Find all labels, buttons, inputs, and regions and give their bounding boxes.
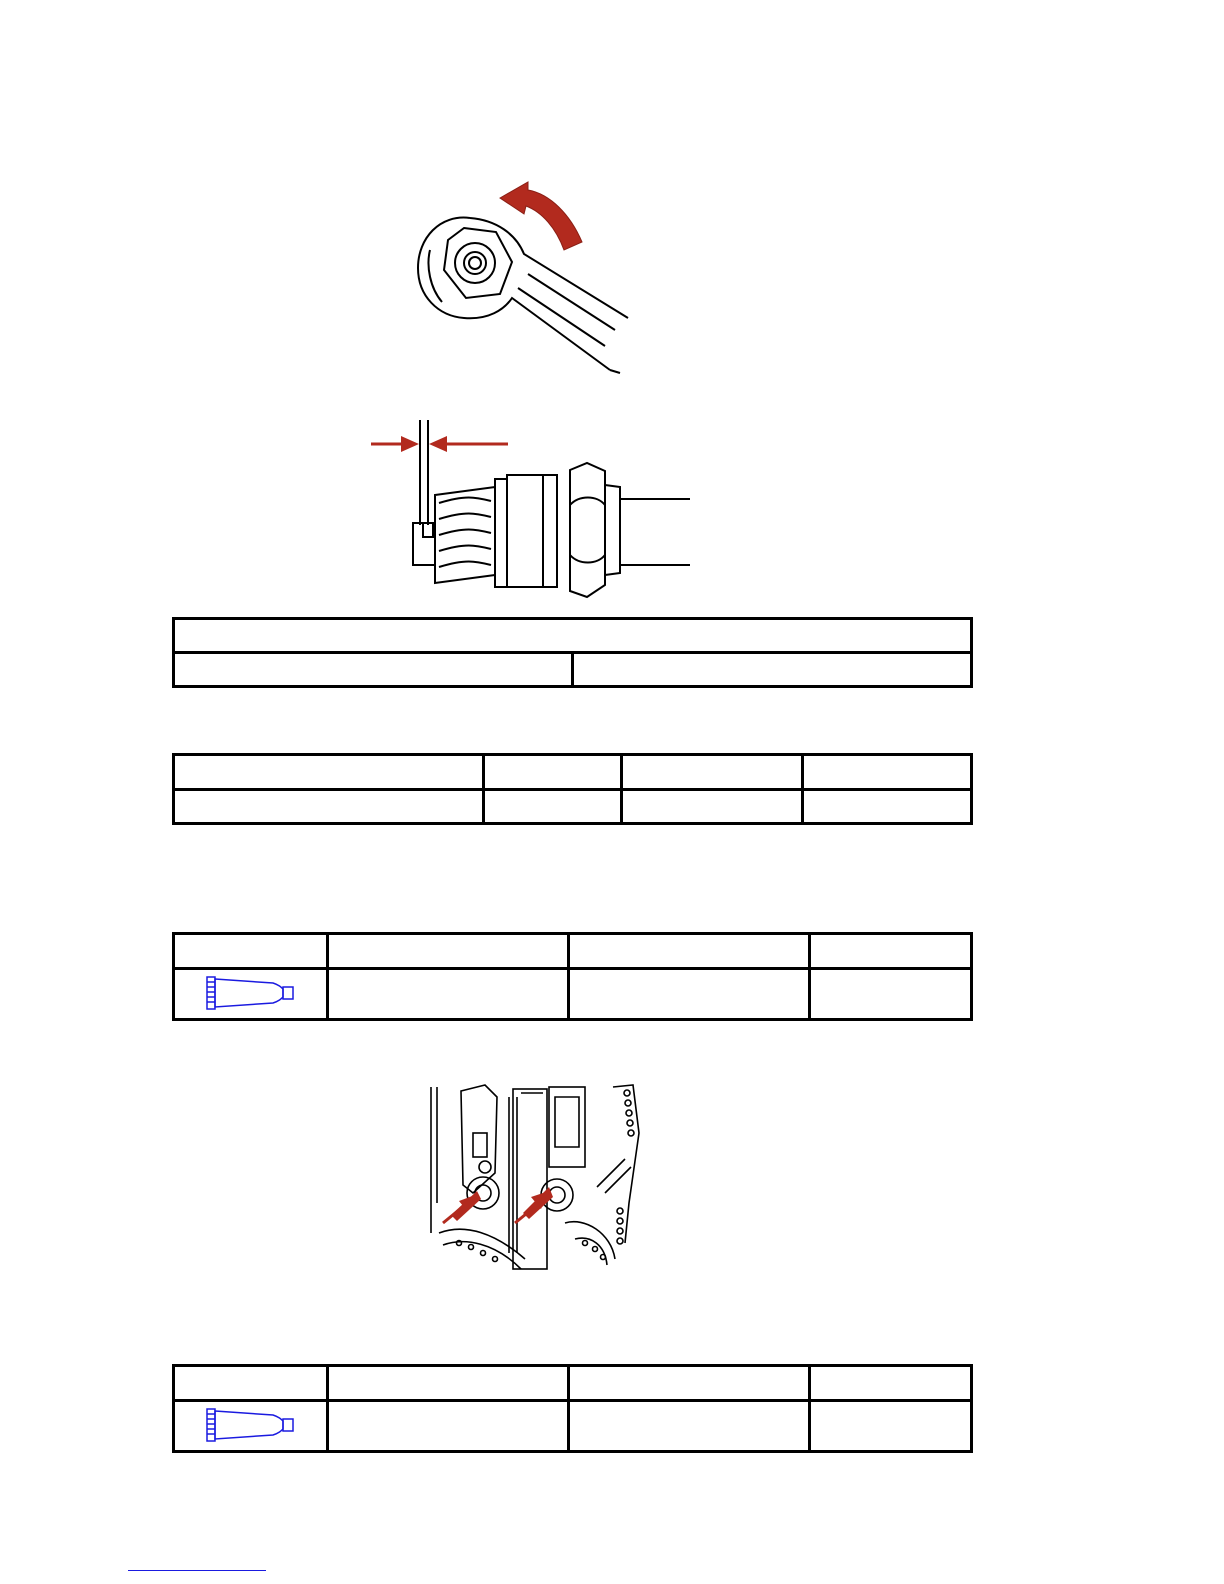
table-4-header-1 [174,1366,328,1401]
footer-link[interactable] [128,1556,266,1571]
table-3-cell-2 [328,969,569,1020]
table-2-cell-1 [174,790,484,824]
table-2 [172,753,973,825]
spark-plug-icon [413,463,690,597]
table-3-cell-3 [569,969,810,1020]
engine-figure [425,1083,650,1275]
wrench-icon [418,218,628,373]
table-1 [172,617,973,688]
table-4-cell-4 [810,1401,972,1452]
table-2-header-2 [484,755,622,790]
rotation-arrow-icon [500,182,582,250]
spark-plug-figure [365,415,695,600]
table-3-header-4 [810,934,972,969]
table-4-header-3 [569,1366,810,1401]
wrench-figure [400,170,640,380]
lubricant-tube-icon [203,1407,299,1443]
table-3-icon-cell [174,969,328,1020]
table-2-cell-2 [484,790,622,824]
pointer-arrow-icon [443,1187,553,1223]
lubricant-tube-icon [203,975,299,1011]
table-3-header-1 [174,934,328,969]
table-2-header-1 [174,755,484,790]
table-2-cell-3 [622,790,803,824]
table-1-cell-1 [174,653,573,687]
engine-icon [431,1085,639,1269]
table-1-header [174,619,972,653]
table-4-cell-2 [328,1401,569,1452]
gap-arrow-icon [371,420,508,525]
table-4-header-4 [810,1366,972,1401]
table-4 [172,1364,973,1453]
table-1-cell-2 [573,653,972,687]
table-3 [172,932,973,1021]
table-3-header-2 [328,934,569,969]
table-4-icon-cell [174,1401,328,1452]
table-3-header-3 [569,934,810,969]
table-2-cell-4 [803,790,972,824]
table-4-cell-3 [569,1401,810,1452]
table-2-header-3 [622,755,803,790]
table-3-cell-4 [810,969,972,1020]
table-2-header-4 [803,755,972,790]
table-4-header-2 [328,1366,569,1401]
